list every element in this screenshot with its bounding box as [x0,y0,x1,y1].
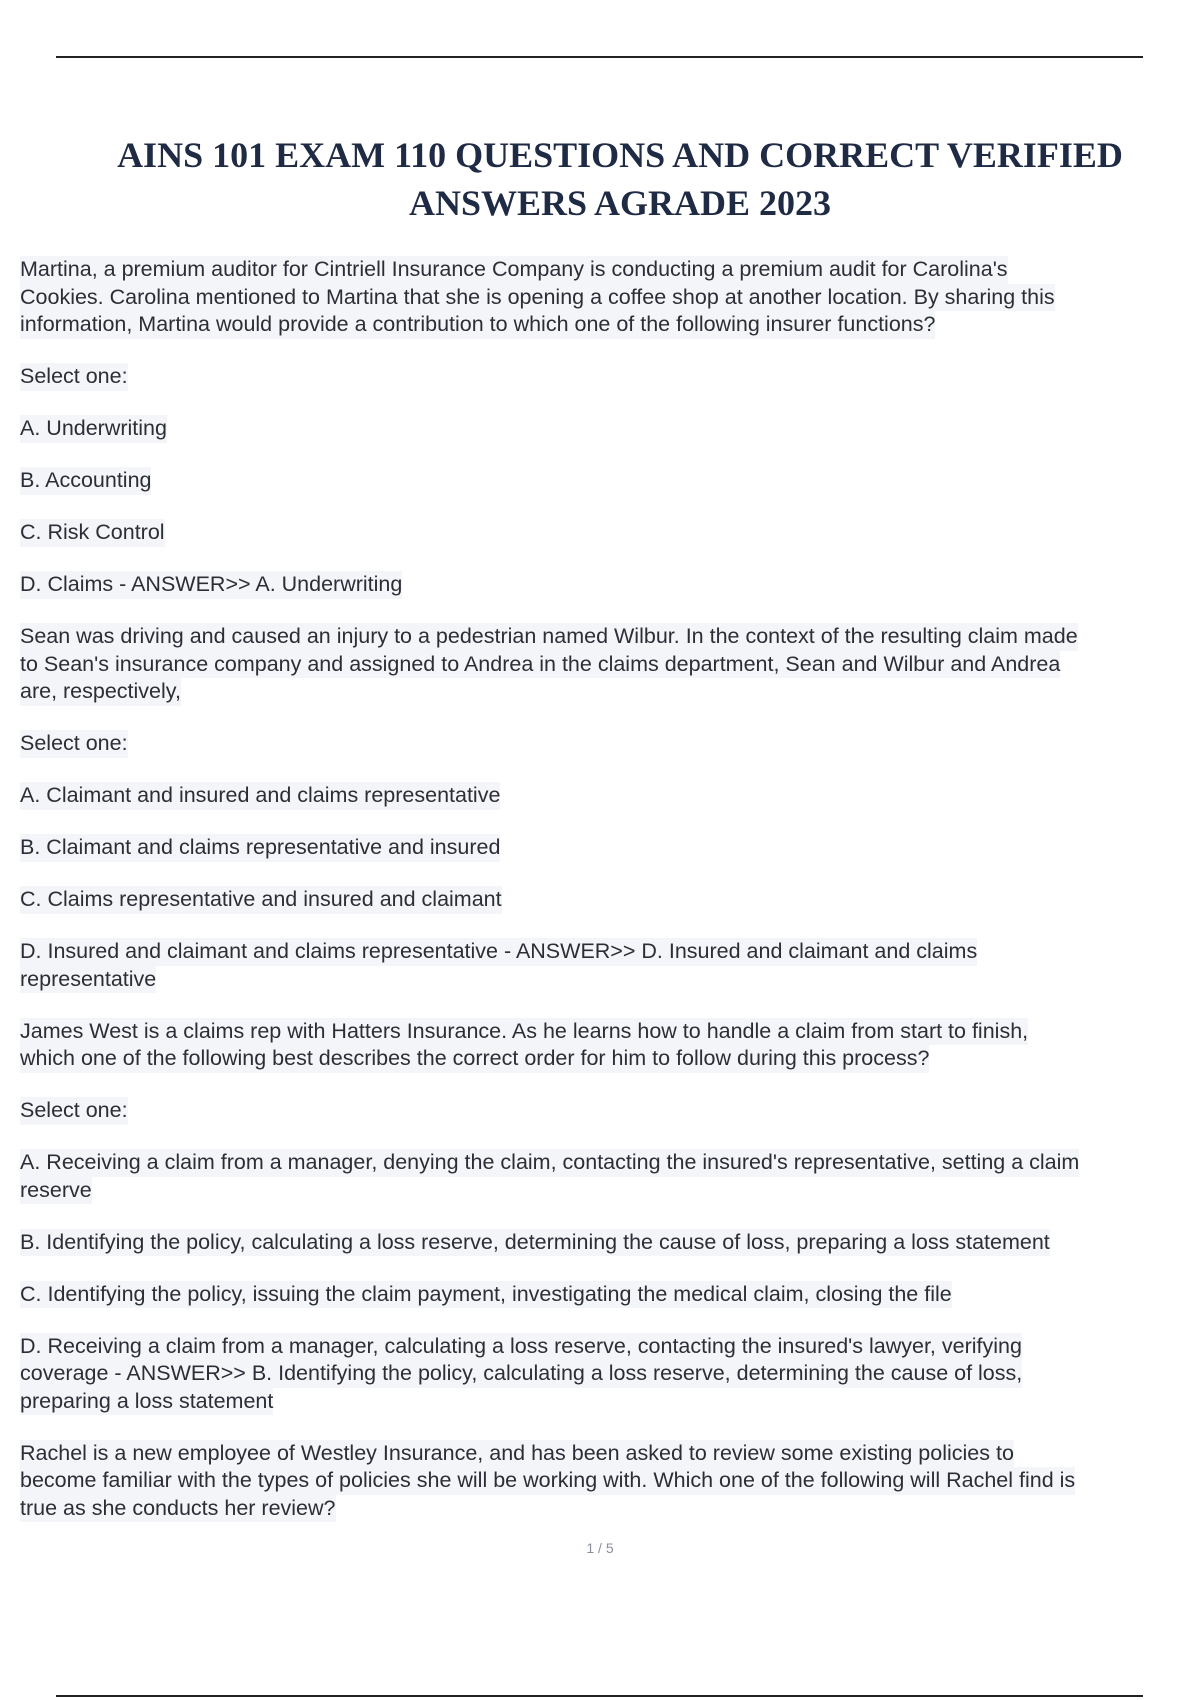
paragraph-line: A. Receiving a claim from a manager, denying the claim, contacting the insured's representative, setting a claim [20,1149,1079,1177]
page-number: 1 / 5 [586,1540,614,1556]
paragraph-line: Sean was driving and caused an injury to a pedestrian named Wilbur. In the context of the resulting claim made [20,623,1078,651]
paragraph-line: James West is a claims rep with Hatters Insurance. As he learns how to handle a claim from start to finish, [20,1018,1028,1046]
paragraph-line: become familiar with the types of policies she will be working with. Which one of the following will Rachel find is [20,1467,1075,1495]
paragraph-line: Select one: [20,1097,128,1125]
paragraph [20,415,1200,443]
paragraph [20,1097,1200,1125]
paragraph [20,1333,1200,1416]
paragraph [20,1281,1200,1309]
paragraph-line: C. Risk Control [20,519,165,547]
document-title [40,131,1200,227]
paragraph-line: to Sean's insurance company and assigned to Andrea in the claims department, Sean and Wilbur and Andrea [20,651,1060,679]
paragraph [20,256,1200,339]
paragraph [20,467,1200,495]
paragraph-line: Rachel is a new employee of Westley Insurance, and has been asked to review some existing policies to [20,1440,1014,1468]
paragraph [20,886,1200,914]
paragraph-line: Cookies. Carolina mentioned to Martina that she is opening a coffee shop at another location. By sharing this [20,284,1055,312]
paragraph [20,782,1200,810]
paragraph-line: coverage - ANSWER>> B. Identifying the policy, calculating a loss reserve, determining the cause of loss, [20,1360,1022,1388]
paragraph [20,938,1200,993]
paragraph-line: reserve [20,1177,92,1205]
paragraph-line: are, respectively, [20,678,181,706]
paragraph [20,1149,1200,1204]
paragraph [20,834,1200,862]
bottom-rule [56,1695,1143,1697]
paragraph-line: Select one: [20,363,128,391]
paragraph-line: A. Claimant and insured and claims representative [20,782,500,810]
paragraph [20,1018,1200,1073]
paragraph-line: B. Identifying the policy, calculating a loss reserve, determining the cause of loss, preparing a loss statement [20,1229,1050,1257]
paragraph-line: representative [20,966,156,994]
paragraph-line: Select one: [20,730,128,758]
paragraph [20,1440,1200,1523]
paragraph-line: A. Underwriting [20,415,167,443]
paragraph-line: C. Identifying the policy, issuing the claim payment, investigating the medical claim, closing the file [20,1281,952,1309]
paragraph-line: information, Martina would provide a contribution to which one of the following insurer functions? [20,311,935,339]
paragraph [20,1229,1200,1257]
paragraph-line: true as she conducts her review? [20,1495,336,1523]
paragraph-line: D. Receiving a claim from a manager, calculating a loss reserve, contacting the insured's lawyer, verifying [20,1333,1022,1361]
paragraph [20,730,1200,758]
title-line: AINS 101 EXAM 110 QUESTIONS AND CORRECT VERIFIED [117,135,1123,175]
paragraph-line: preparing a loss statement [20,1388,273,1416]
paragraph [20,363,1200,391]
top-rule [56,56,1143,58]
paragraph-line: B. Accounting [20,467,151,495]
title-line: ANSWERS AGRADE 2023 [408,183,832,223]
paragraph [20,623,1200,706]
paragraph [20,571,1200,599]
paragraph-line: D. Insured and claimant and claims representative - ANSWER>> D. Insured and claimant and claims [20,938,977,966]
paragraph-line: which one of the following best describes the correct order for him to follow during this process? [20,1045,929,1073]
paragraph [20,519,1200,547]
document-body [20,256,1200,1547]
paragraph-line: C. Claims representative and insured and claimant [20,886,502,914]
paragraph-line: B. Claimant and claims representative and insured [20,834,500,862]
paragraph-line: Martina, a premium auditor for Cintriell Insurance Company is conducting a premium audit for Carolina's [20,256,1008,284]
paragraph-line: D. Claims - ANSWER>> A. Underwriting [20,571,402,599]
